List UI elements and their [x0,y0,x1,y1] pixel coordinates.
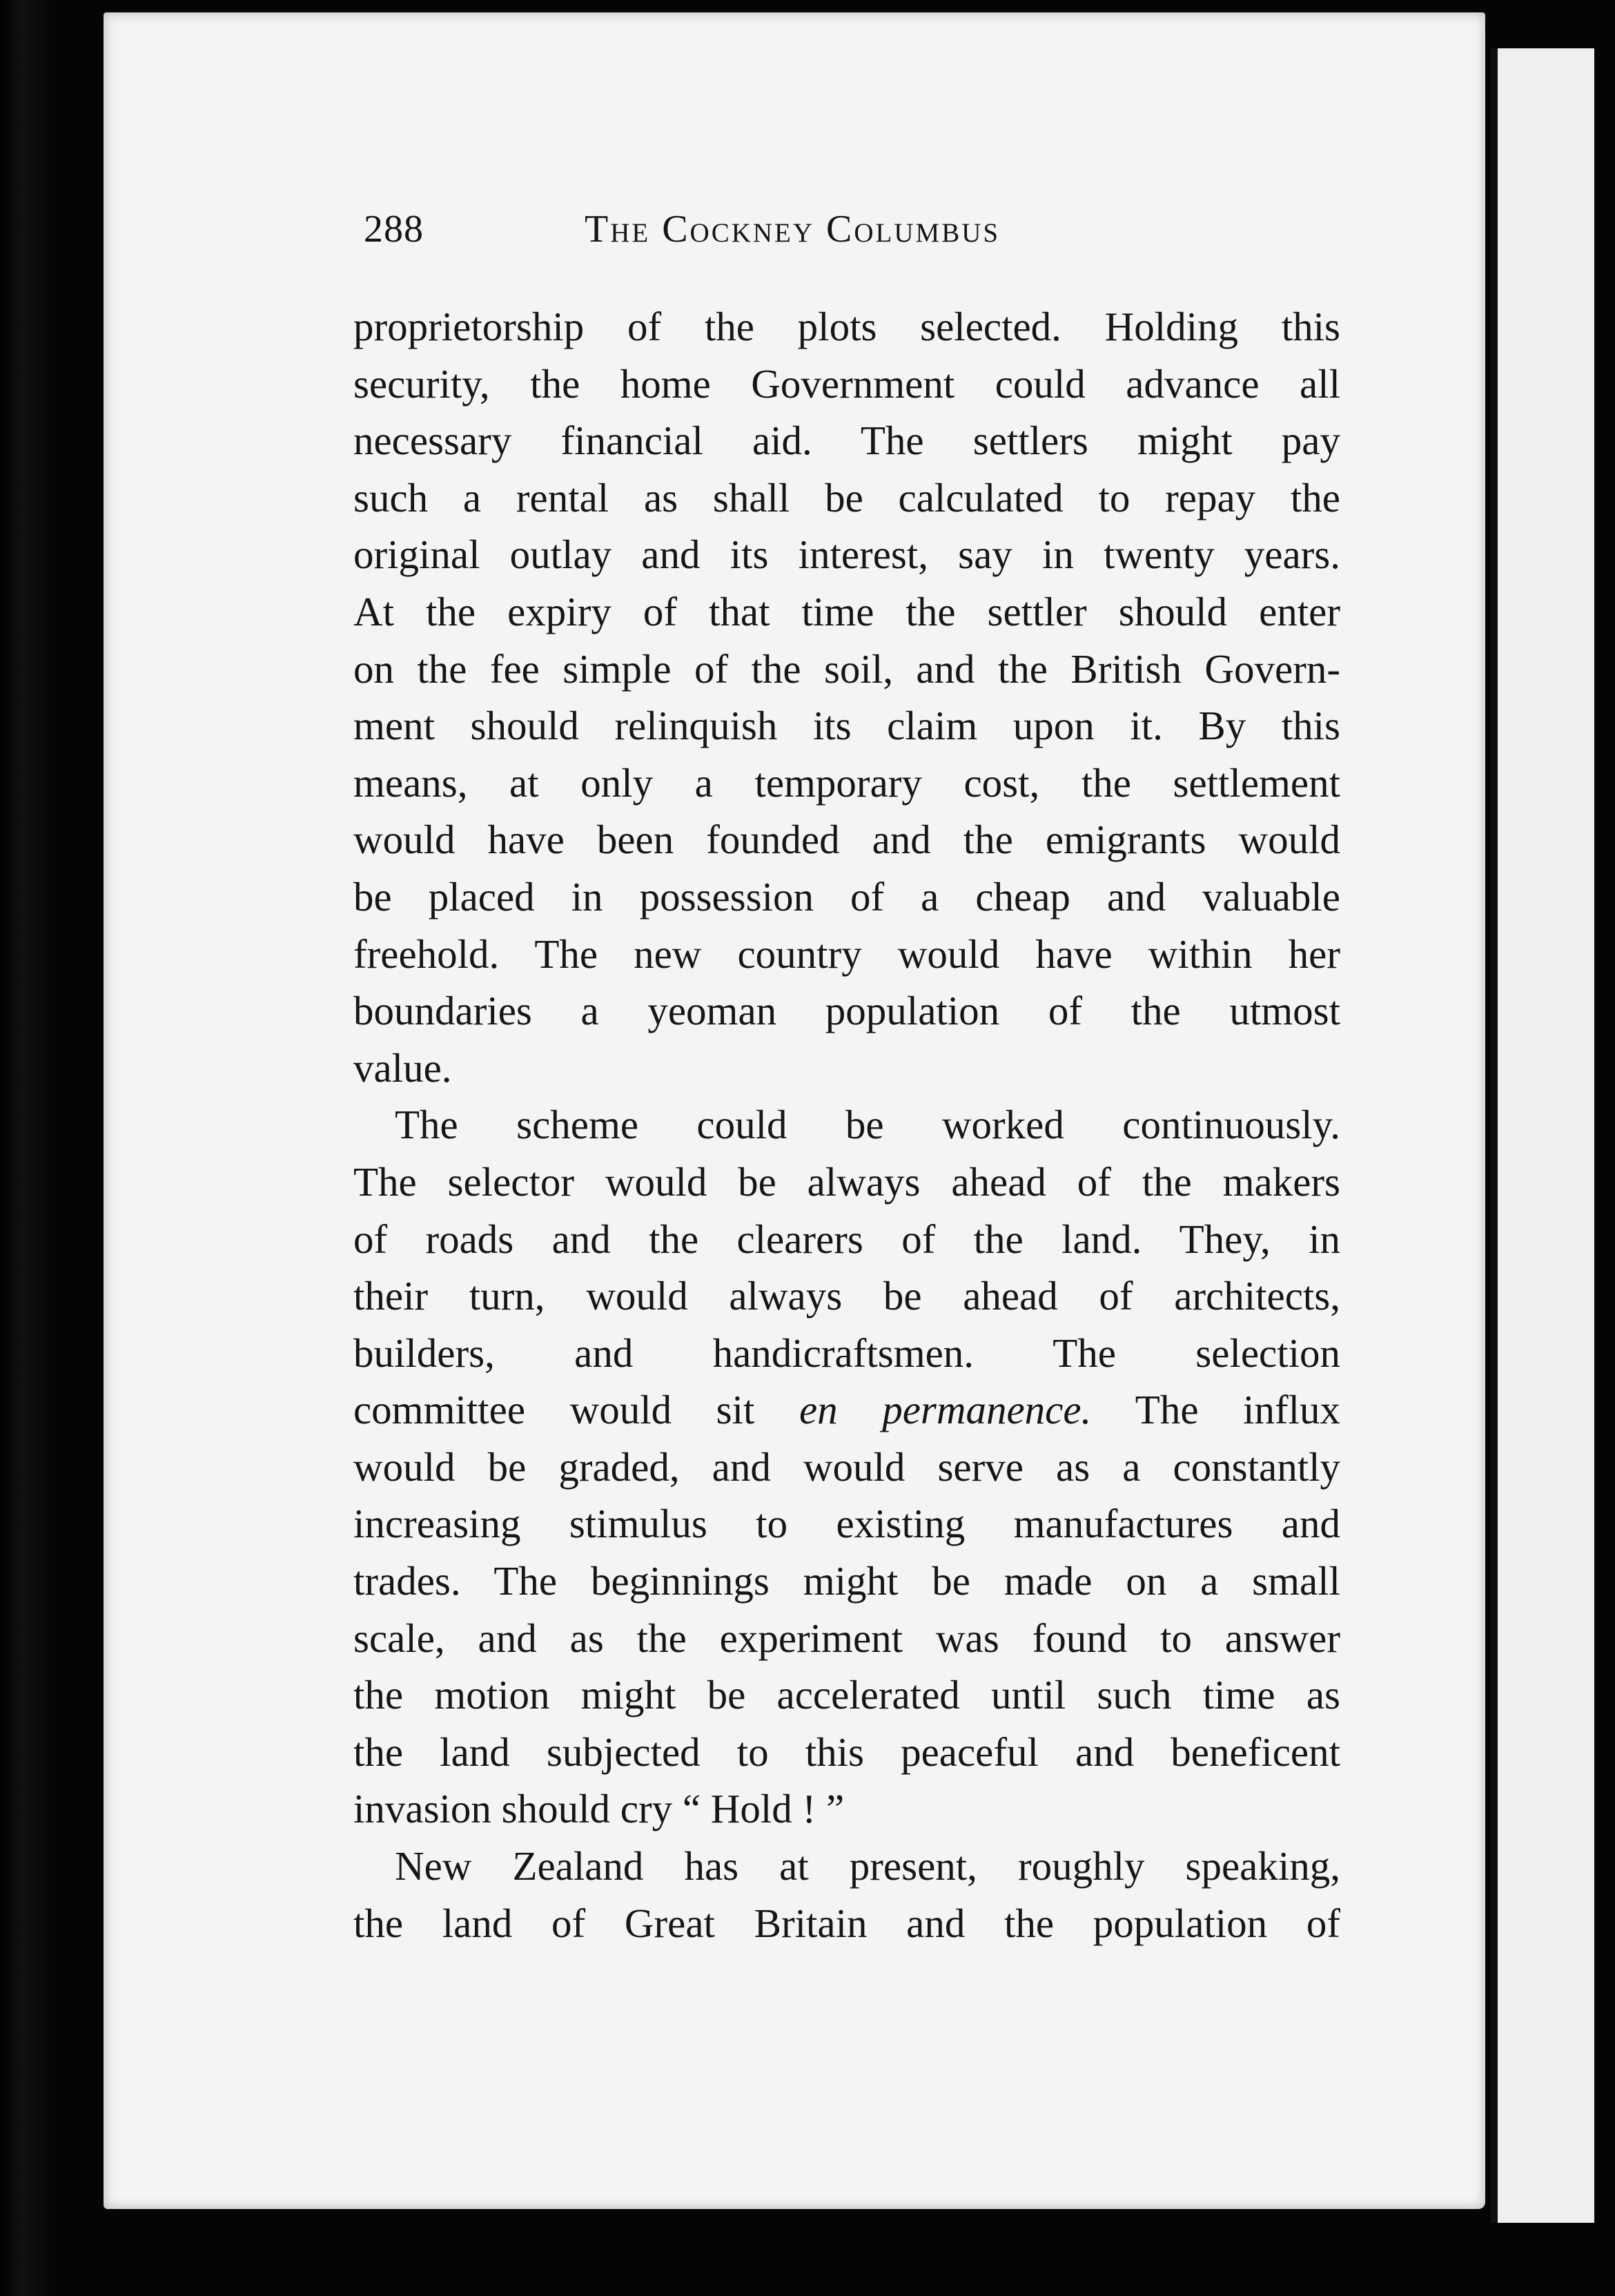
text-line: trades. The beginnings might be made on a small [353,1558,1340,1604]
text-line: builders, and handicraftsmen. The selection [353,1330,1340,1376]
text-line: would be graded, and would serve as a constantly [353,1443,1340,1490]
text-line: necessary financial aid. The settlers might pay [353,418,1340,464]
text-line: The selector would be always ahead of the makers [353,1158,1340,1205]
running-head [364,207,1123,262]
text-line: proprietorship of the plots selected. Holding this [353,304,1340,349]
text-line: value. [353,1044,452,1091]
text-line: on the fee simple of the soil, and the British Govern- [353,645,1340,692]
text-line: means, at only a temporary cost, the settlement [353,759,1340,806]
facing-page-edge [1491,48,1594,2223]
italic-phrase: en permanence. [799,1387,1092,1433]
text-line: their turn, would always be ahead of architects, [353,1273,1340,1319]
text-line: At the expiry of that time the settler should enter [353,588,1340,634]
text-line: the motion might be accelerated until such time as [353,1672,1340,1718]
scan-left-edge [0,0,55,2296]
book-title: The Cockney Columbus [585,208,1001,251]
text-line: the land subjected to this peaceful and beneficent [353,1729,1340,1775]
text-line-with-italic [353,1381,1340,1439]
text-line: scale, and as the experiment was found to answer [353,1615,1340,1661]
text-line: be placed in possession of a cheap and valuable [353,873,1340,920]
text-line: ment should relinquish its claim upon it. By this [353,703,1340,749]
text-line: New Zealand has at present, roughly speaking, [395,1843,1340,1889]
text-line: would have been founded and the emigrants would [353,817,1340,863]
text-line: the land of Great Britain and the population of [353,1900,1340,1946]
text-line: such a rental as shall be calculated to repay the [353,474,1340,521]
text-run: committee would sit [353,1387,799,1433]
text-line: original outlay and its interest, say in twenty years. [353,532,1340,578]
text-line: boundaries a yeoman population of the utmost [353,988,1340,1034]
page-number: 288 [364,208,424,251]
text-line: increasing stimulus to existing manufactures and [353,1501,1340,1547]
text-line: freehold. The new country would have within her [353,931,1340,977]
text-run: The influx [1091,1387,1340,1433]
text-line: invasion should cry “ Hold ! ” [353,1786,845,1832]
text-line: security, the home Government could advance all [353,360,1340,407]
body-text [353,298,1340,1952]
text-line: The scheme could be worked continuously. [395,1102,1340,1148]
text-line: of roads and the clearers of the land. They, in [353,1216,1340,1262]
